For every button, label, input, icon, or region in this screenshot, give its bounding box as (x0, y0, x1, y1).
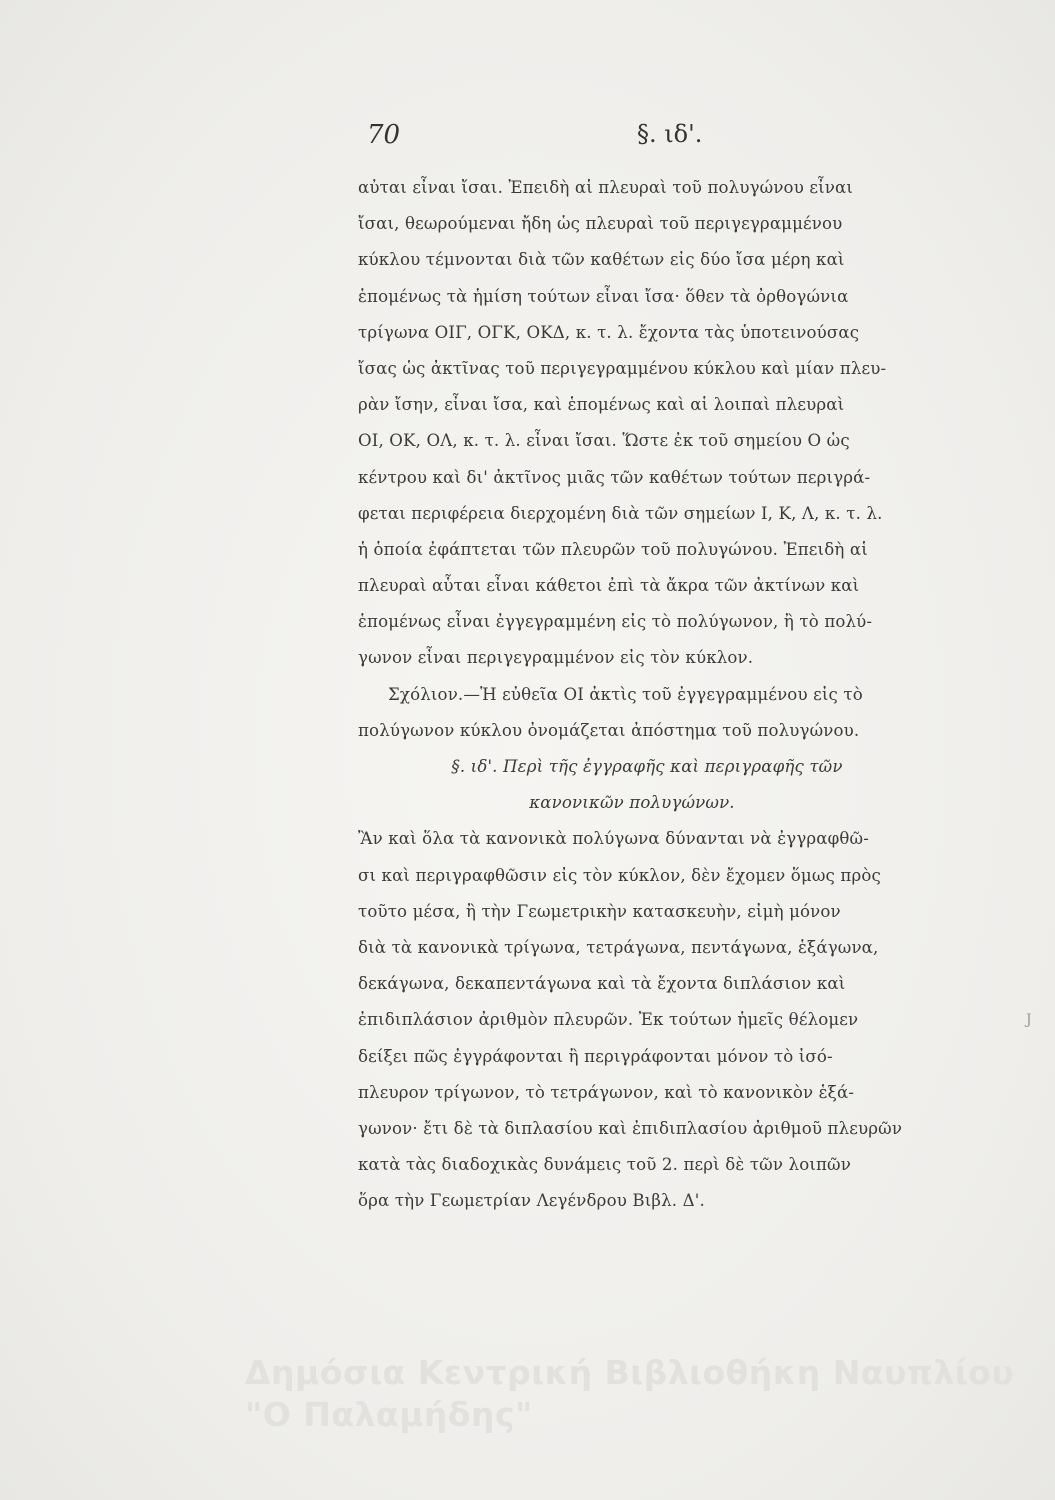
text-line: ΟΙ, ΟΚ, ΟΛ, κ. τ. λ. εἶναι ἴσαι. Ὥστε ἐκ τοῦ σημείου Ο ὡς (358, 431, 850, 451)
text-line: αὐται εἶναι ἴσαι. Ἐπειδὴ αἱ πλευραὶ τοῦ πολυγώνου εἶναι (358, 178, 854, 197)
text-line: δείξει πῶς ἐγγράφονται ἢ περιγράφονται μόνον τὸ ἰσό- (358, 1046, 833, 1066)
heading-line: κανονικῶν πολυγώνων. (529, 793, 735, 813)
text-line: ἑπομένως εἶναι ἐγγεγραμμένη εἰς τὸ πολύγωνον, ἢ τὸ πολύ- (358, 612, 873, 632)
section-mark: §. ιδ'. (637, 120, 703, 148)
text-line: Ἂν καὶ ὅλα τὰ κανονικὰ πολύγωνα δύνανται νὰ ἐγγραφθῶ- (358, 829, 869, 849)
text-line: πλευρον τρίγωνον, τὸ τετράγωνον, καὶ τὸ κανονικὸν ἑξά- (358, 1082, 855, 1102)
text-line: ἐπιδιπλάσιον ἀριθμὸν πλευρῶν. Ἐκ τούτων ἡμεῖς θέλομεν (358, 1010, 859, 1030)
text-line: ἡ ὁποία ἐφάπτεται τῶν πλευρῶν τοῦ πολυγώνου. Ἐπειδὴ αἱ (358, 539, 868, 559)
body-text (358, 170, 906, 1219)
text-line: ἴσας ὡς ἀκτῖνας τοῦ περιγεγραμμένου κύκλου καὶ μίαν πλευ- (358, 358, 887, 378)
text-line: διὰ τὰ κανονικὰ τρίγωνα, τετράγωνα, πεντάγωνα, ἑξάγωνα, (358, 937, 879, 957)
text-line: σι καὶ περιγραφθῶσιν εἰς τὸν κύκλον, δὲν ἔχομεν ὅμως πρὸς (358, 865, 881, 885)
text-line: ρὰν ἴσην, εἶναι ἴσα, καὶ ἑπομένως καὶ αἱ λοιπαὶ πλευραὶ (358, 395, 845, 415)
corner-mark: J (1026, 1012, 1032, 1028)
text-line: φεται περιφέρεια διερχομένη διὰ τῶν σημείων Ι, Κ, Λ, κ. τ. λ. (358, 503, 883, 523)
page-header (367, 120, 767, 160)
text-line: ἴσαι, θεωρούμεναι ἤδη ὡς πλευραὶ τοῦ περιγεγραμμένου (358, 214, 843, 234)
text-line: τρίγωνα ΟΙΓ, ΟΓΚ, ΟΚΔ, κ. τ. λ. ἔχοντα τὰς ὑποτεινούσας (358, 322, 860, 342)
text-line: γωνον· ἔτι δὲ τὰ διπλασίου καὶ ἐπιδιπλασίου ἀριθμοῦ πλευρῶν (358, 1118, 903, 1138)
text-line: κέντρου καὶ δι' ἀκτῖνος μιᾶς τῶν καθέτων τούτων περιγρά- (358, 467, 871, 487)
heading-line: §. ιδ'. Περὶ τῆς ἐγγραφῆς καὶ περιγραφῆς τῶν (451, 757, 843, 776)
text-line: κύκλου τέμνονται διὰ τῶν καθέτων εἰς δύο ἴσα μέρη καὶ (358, 250, 845, 270)
section-heading (358, 749, 906, 821)
text-line: γωνον εἶναι περιγεγραμμένον εἰς τὸν κύκλον. (358, 648, 754, 668)
text-line: κατὰ τὰς διαδοχικὰς δυνάμεις τοῦ 2. περὶ δὲ τῶν λοιπῶν (358, 1155, 851, 1175)
watermark-line: "Ο Παλαμήδης" (245, 1395, 533, 1434)
text-line: ὅρα τὴν Γεωμετρίαν Λεγένδρου Βιβλ. Δ'. (358, 1191, 705, 1211)
text-line: δεκάγωνα, δεκαπεντάγωνα καὶ τὰ ἔχοντα διπλάσιον καὶ (358, 974, 846, 994)
text-line: πολύγωνον κύκλου ὀνομάζεται ἀπόστημα τοῦ πολυγώνου. (358, 720, 860, 740)
text-line: τοῦτο μέσα, ἢ τὴν Γεωμετρικὴν κατασκευὴν, εἰμὴ μόνον (358, 901, 841, 921)
paragraph-section-body (358, 821, 906, 1219)
text-line: Σχόλιον.—Ἡ εὐθεῖα ΟΙ ἀκτὶς τοῦ ἐγγεγραμμένου εἰς τὸ (388, 684, 863, 704)
library-watermark (245, 1352, 1045, 1436)
watermark-line: Δημόσια Κεντρική Βιβλιοθήκη Ναυπλίου (245, 1353, 1015, 1392)
page-number: 70 (367, 120, 401, 150)
text-line: ἑπομένως τὰ ἡμίση τούτων εἶναι ἴσα· ὅθεν τὰ ὀρθογώνια (358, 286, 849, 306)
paragraph-scholium (358, 677, 906, 749)
paragraph-proof (358, 170, 906, 677)
text-line: πλευραὶ αὗται εἶναι κάθετοι ἐπὶ τὰ ἄκρα τῶν ἀκτίνων καὶ (358, 576, 860, 596)
